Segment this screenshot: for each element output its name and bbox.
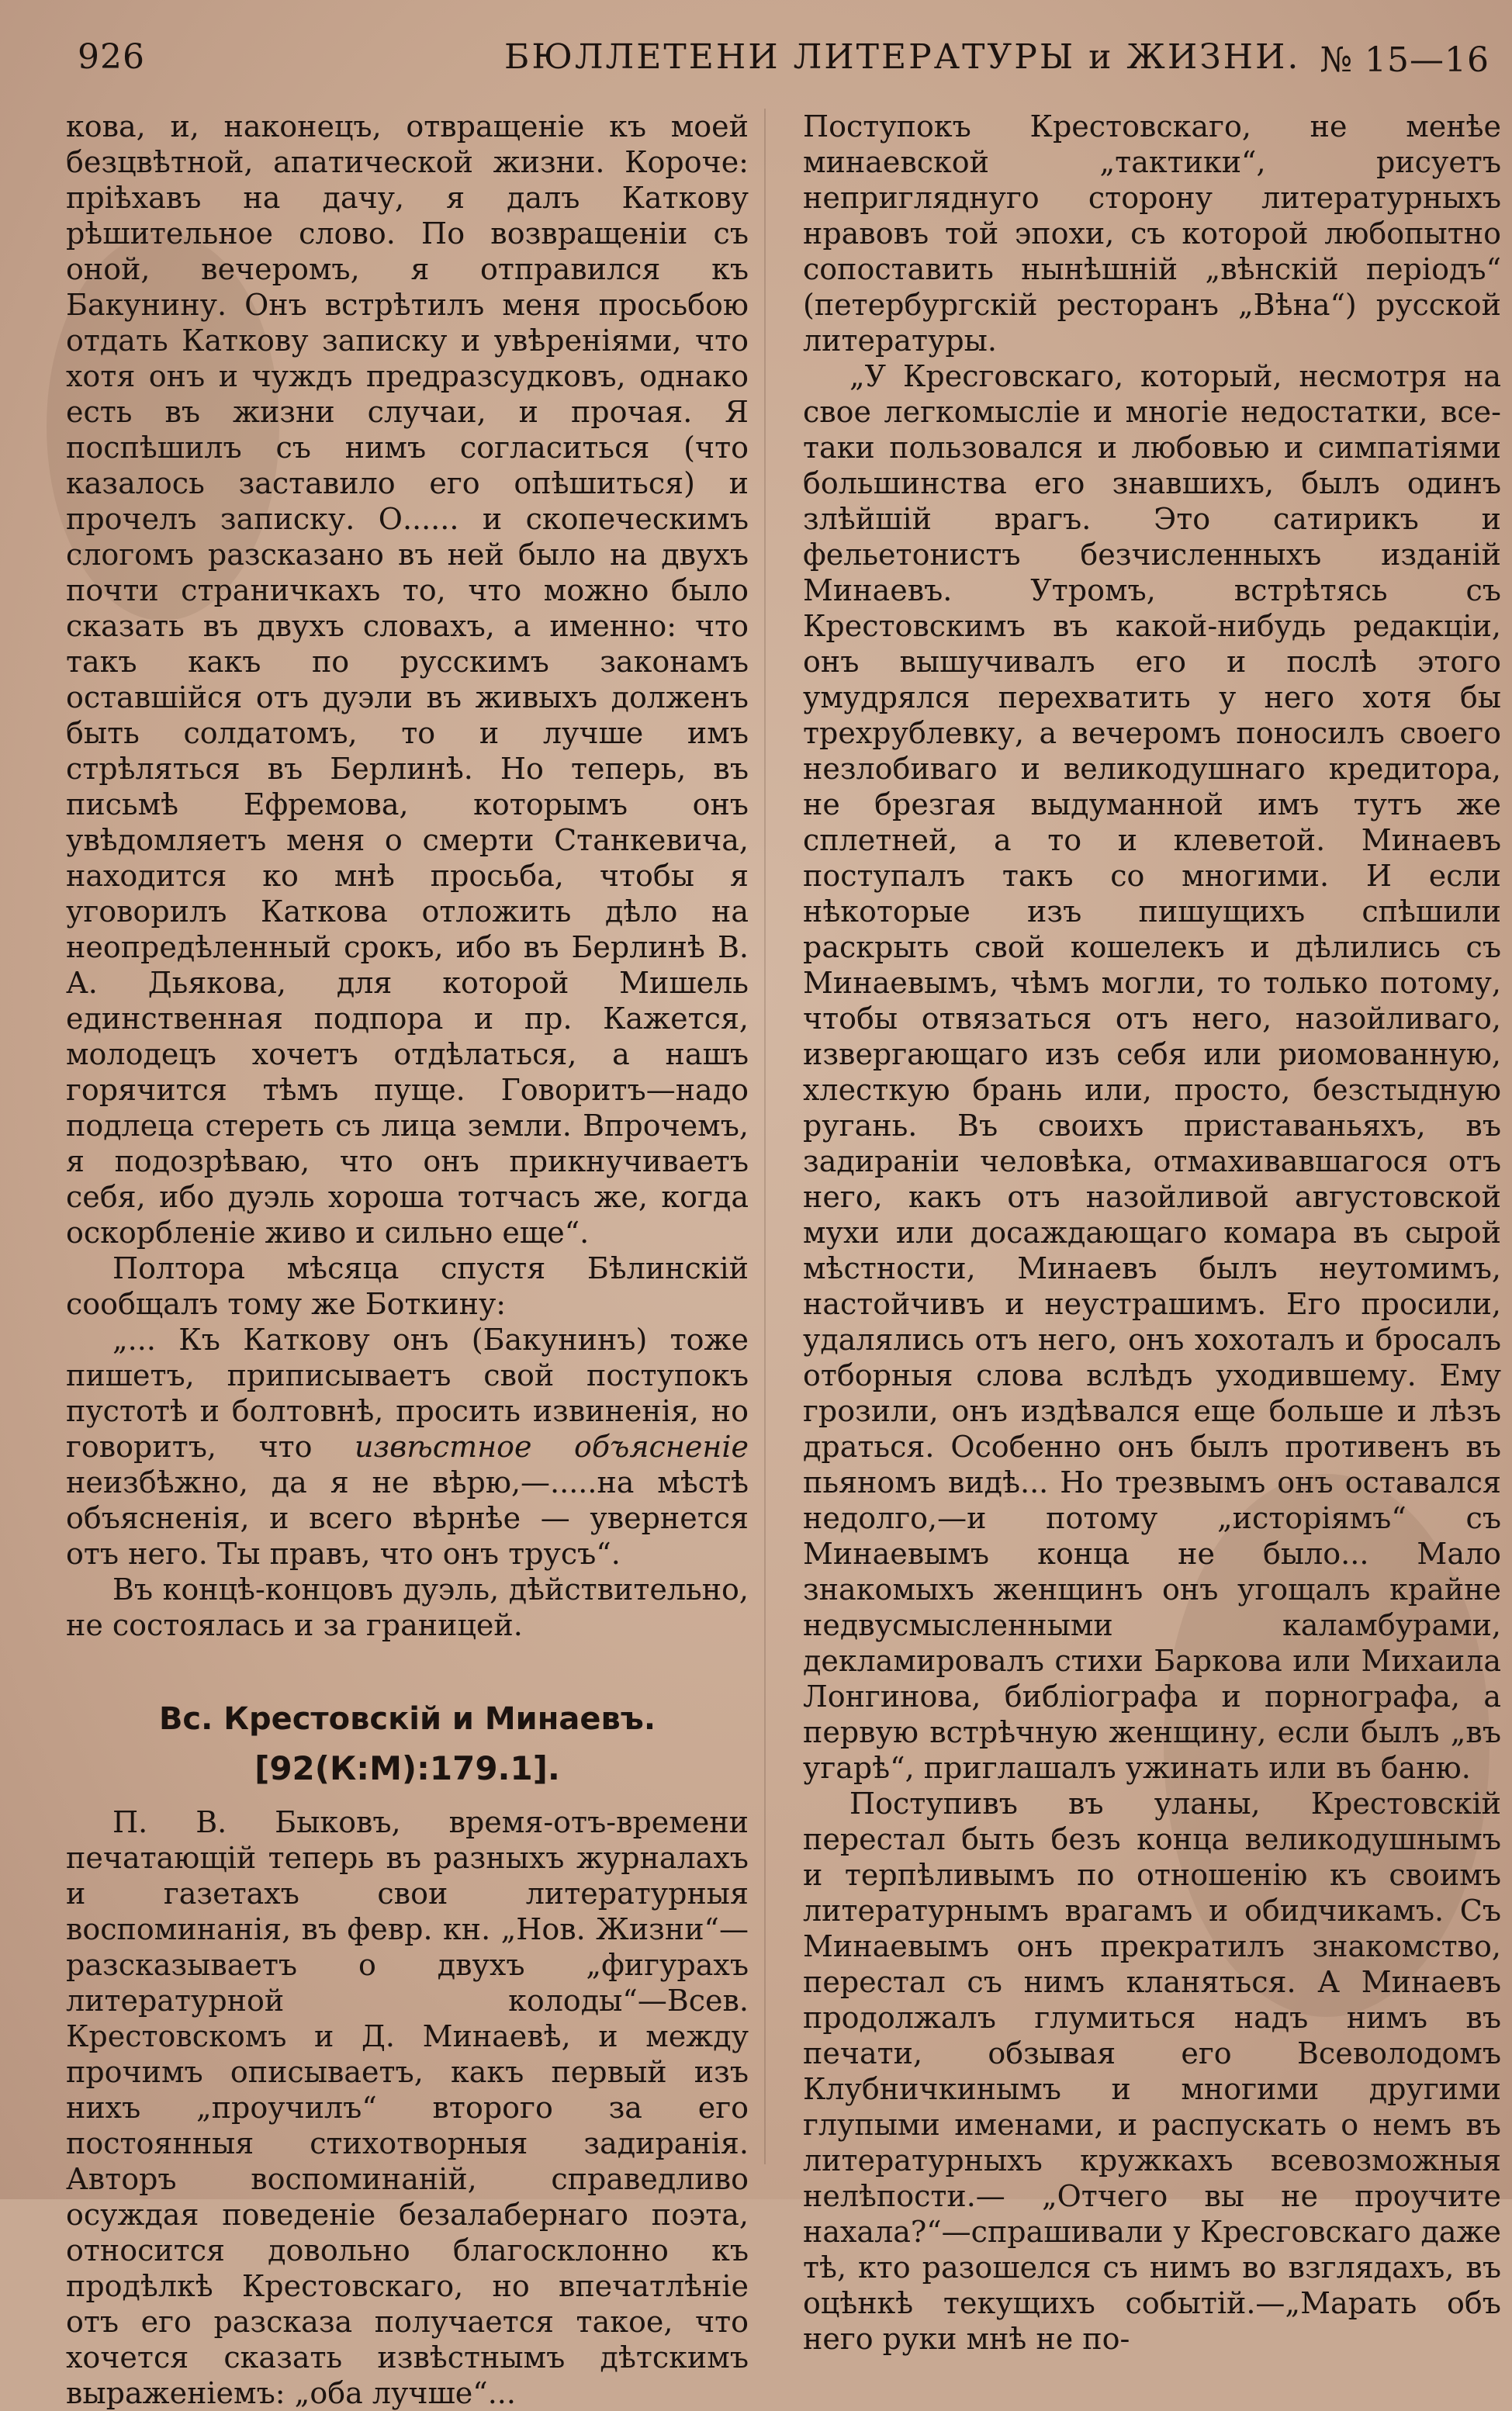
- page-number: 926: [78, 37, 145, 77]
- left-column: [66, 109, 749, 2411]
- quote-text: неизбѣжно, да я не вѣрю,—.....на мѣстѣ объясненія, и всего вѣрнѣе — увернется отъ него. Ты правъ, что онъ трусъ“.: [66, 1465, 749, 1571]
- section-code: [92(К:М):179.1].: [254, 1749, 560, 1787]
- issue-number: № 15—16: [1320, 40, 1490, 80]
- paragraph: Поступивъ въ уланы, Крестовскій перестал быть безъ конца великодушнымъ и терпѣливымъ по отношенію къ своимъ литературнымъ врагамъ и обидчикамъ. Съ Минаевымъ онъ прекратилъ знакомство, перестал съ нимъ кланяться. А Минаевъ продолжалъ глумиться надъ нимъ въ печати, обзывая его Всеволодомъ Клубничкинымъ и многими другими глупыми именами, и распускать о немъ въ литературныхъ кружкахъ всевозможныя нелѣпости.— „Отчего вы не проучите нахала?“—спрашивали у Кресговскаго даже тѣ, кто разошелся съ нимъ во взглядахъ, въ оцѣнкѣ текущихъ событій.—„Марать объ него руки мнѣ не по-: [803, 1787, 1501, 2356]
- paragraph: „У Кресговскаго, который, несмотря на свое легкомысліе и многіе недостатки, все-таки пользовался и любовью и симпатіями большинства его знавшихъ, былъ одинъ злѣйшій врагъ. Это сатирикъ и фельетонистъ безчисленныхъ изданій Минаевъ. Утромъ, встрѣтясь съ Крестовскимъ въ какой-нибудь редакціи, онъ вышучивалъ его и послѣ этого умудрялся перехватить у него хотя бы трехрублевку, а вечеромъ поносилъ своего незлобиваго и великодушнаго кредитора, не брезгая выдуманной имъ тутъ же сплетней, а то и клеветой. Минаевъ поступалъ такъ со многими. И если нѣкоторые изъ пишущихъ спѣшили раскрыть свой кошелекъ и дѣлились съ Минаевымъ, чѣмъ могли, то только потому, чтобы отвязаться отъ него, назойливаго, извергающаго изъ себя или риомованную, хлесткую брань или, просто, безстыдную ругань. Въ своихъ приставаньяхъ, въ задираніи человѣка, отмахивавшагося отъ него, какъ отъ назойливой августовской мухи или досаждающаго комара въ сырой мѣстности, Минаевъ былъ неутомимъ, настойчивъ и неустрашимъ. Его просили, удалялись отъ него, онъ хохоталъ и бросалъ отборныя слова вслѣдъ уходившему. Ему грозили, онъ издѣвался еще больше и лѣзъ драться. Особенно онъ былъ противенъ въ пьяномъ видѣ... Но трезвымъ онъ оставался недолго,—и потому „исторіямъ“ съ Минаевымъ конца не было... Мало знакомыхъ женщинъ онъ угощалъ крайне недвусмысленными каламбурами, декламировалъ стихи Баркова или Михаила Лонгинова, библіографа и порнографа, а первую встрѣчную женщину, если былъ „въ угарѣ“, приглашалъ ужинать или въ баню.: [803, 359, 1501, 1785]
- paragraph: Полтора мѣсяца спустя Бѣлинскій сообщалъ тому же Боткину:: [66, 1251, 749, 1321]
- paragraph: кова, и, наконецъ, отвращеніе къ моей безцвѣтной, апатической жизни. Короче: пріѣхавъ на дачу, я далъ Каткову рѣшительное слово. По возвращеніи съ оной, вечеромъ, я отправился къ Бакунину. Онъ встрѣтилъ меня просьбою отдать Каткову записку и увѣреніями, что хотя онъ и чуждъ предразсудковъ, однако есть въ жизни случаи, и прочая. Я поспѣшилъ съ нимъ согласиться (что казалось заставило его опѣшиться) и прочелъ записку. О...... и скопеческимъ слогомъ разсказано въ ней было на двухъ почти страничкахъ то, что можно было сказать въ двухъ словахъ, а именно: что такъ какъ по русскимъ законамъ оставшійся отъ дуэли въ живыхъ долженъ быть солдатомъ, то и лучше имъ стрѣляться въ Берлинѣ. Но теперь, въ письмѣ Ефремова, которымъ онъ увѣдомляетъ меня о смерти Станкевича, находится ко мнѣ просьба, чтобы я уговорилъ Каткова отложить дѣло на неопредѣленный срокъ, ибо въ Берлинѣ В. А. Дьякова, для которой Мишель единственная подпора и пр. Кажется, молодецъ хочетъ отдѣлаться, а нашъ горячится тѣмъ пуще. Говоритъ—надо подлеца стереть съ лица земли. Впрочемъ, я подозрѣваю, что онъ прикнучиваетъ себя, ибо дуэль хороша тотчасъ же, когда оскорбленіе живо и сильно еще“.: [66, 109, 749, 1250]
- paragraph: П. В. Быковъ, время-отъ-времени печатающій теперь въ разныхъ журналахъ и газетахъ свои литературныя воспоминанія, въ февр. кн. „Нов. Жизни“—разсказываетъ о двухъ „фигурахъ литературной колоды“—Всев. Крестовскомъ и Д. Минаевѣ, и между прочимъ описываетъ, какъ первый изъ нихъ „проучилъ“ второго за его постоянныя стихотворныя задиранія. Авторъ воспоминаній, справедливо осуждая поведеніе безалабернаго поэта, относится довольно благосклонно къ продѣлкѣ Крестовскаго, но впечатлѣніе отъ его разсказа получается такое, что хочется сказать извѣстнымъ дѣтскимъ выраженіемъ: „оба лучше“...: [66, 1805, 749, 2410]
- quote-text: „... Къ Каткову онъ (Бакунинъ) тоже пишетъ, приписываетъ свой поступокъ пустотѣ и болтовнѣ, просить извиненія, но говоритъ, что: [66, 1323, 749, 1464]
- quote-paragraph: [66, 1322, 749, 1572]
- section-title: Вс. Крестовскій и Минаевъ.: [158, 1701, 656, 1737]
- page-header: [70, 29, 1497, 92]
- column-divider: [764, 109, 766, 2164]
- right-column: [803, 109, 1501, 2357]
- italic-phrase: извѣстное объясненіе: [354, 1430, 749, 1464]
- running-title: БЮЛЛЕТЕНИ ЛИТЕРАТУРЫ и ЖИЗНИ.: [504, 37, 1301, 77]
- paragraph: Въ концѣ-концовъ дуэль, дѣйствительно, не состоялась и за границей.: [66, 1572, 749, 1642]
- paragraph: Поступокъ Крестовскаго, не менѣе минаевской „тактики“, рисуетъ непригляднуго сторону литературныхъ нравовъ той эпохи, съ которой любопытно сопоставить нынѣшній „вѣнскій періодъ“ (петербургскій ресторанъ „Вѣна“) русской литературы.: [803, 109, 1501, 358]
